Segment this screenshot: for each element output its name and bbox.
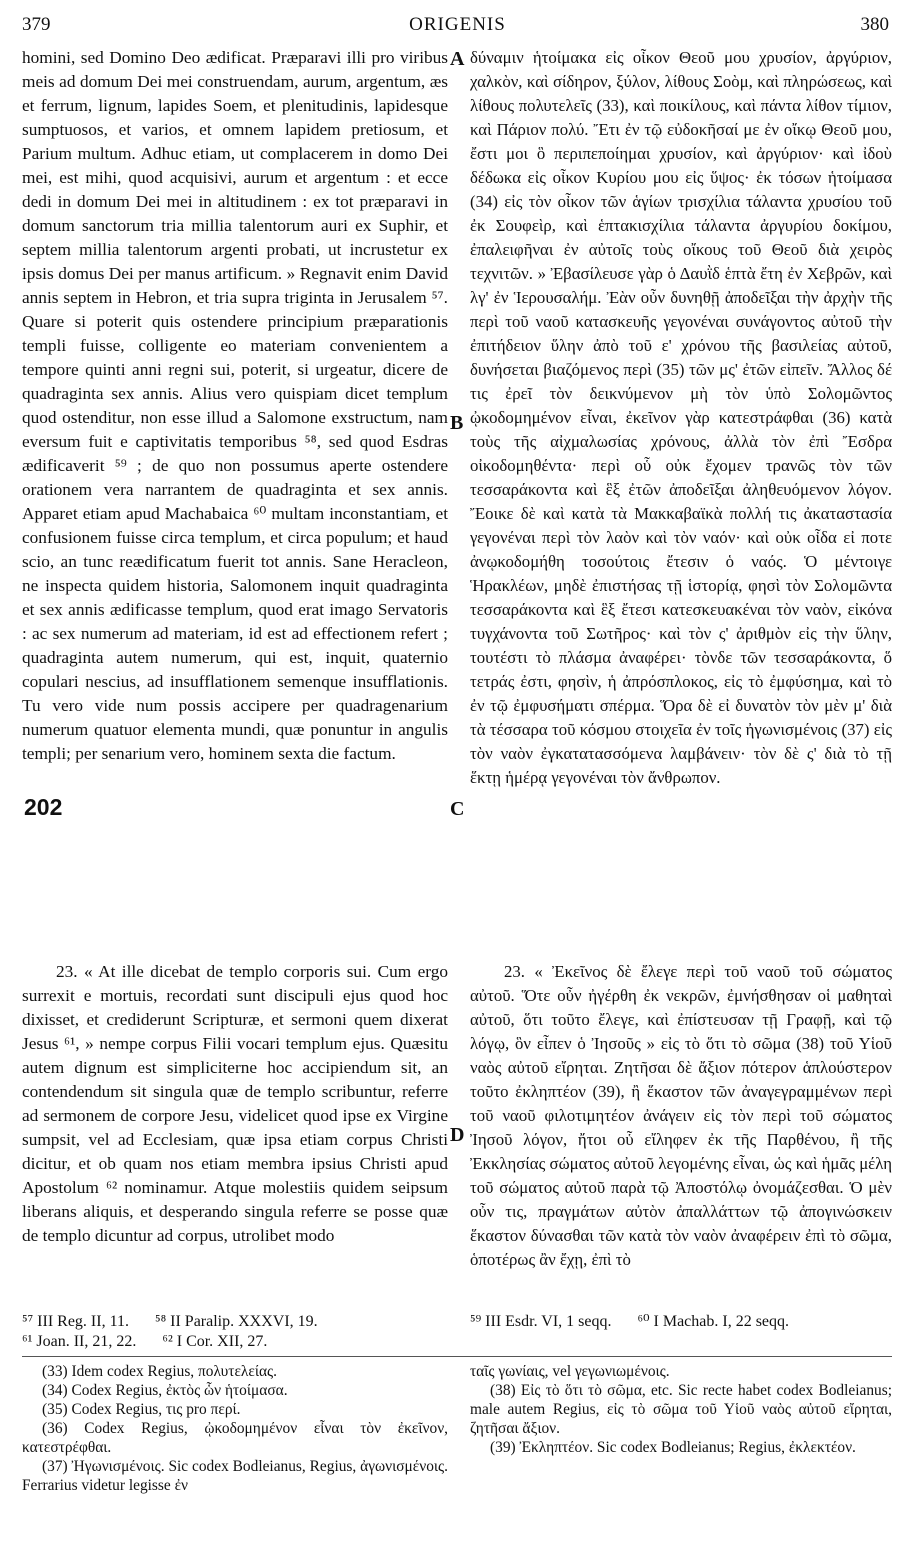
latin-section-23	[22, 960, 448, 1248]
latin-paragraph: homini, sed Domino Deo ædificat. Præparavi illi pro viribus meis ad domum Dei mei construendam, aurum, argentum, æs et ferrum, lignum, lapides Soem, et plenitudinis, lapidesque sumptuosos, et varios, et omnem lapidem pretiosum, et Parium multum. Adhuc etiam, ut complacerem in domo Dei mei, est mihi, quod acquisivi, aurum et argentum : et ecce dedi in domum Dei mei in altitudinem : ex tot præparavi in domum sanctorum tria millia talentorum auri ex Suphir, et septem millia talentorum argenti probati, ut incrustetur ex ipsis domus Dei per manus artificum. » Regnavit enim David annis septem in Hebron, et tria supra triginta in Jerusalem ⁵⁷. Quare si poterit quis ostendere principium præparationis templi fuisse, colligente eo materiam convenientem a tempore quinti anni regni sui, poterit, si urgeatur, dicere de quadraginta sex annis. Alius vero quispiam dicet templum quod ostenditur, non esse illud a Salomone exstructum, nam eversum fuit e captivitatis temporibus ⁵⁸, sed quod Esdras ædificaverit ⁵⁹ ; de quo non possumus aperte ostendere orationem vera narrantem de quadraginta et sex annis. Apparet etiam apud Machabaica ⁶⁰ multam inconstantiam, et confusionem fuisse circa templum, et circa populum; et haud scio, an tunc reædificatum fuerit tot annis. Sane Heracleon, ne inspecta quidem historia, Salomonem inquit quadraginta et sex annis ædificasse templum, quod erat imago Servatoris : ac sex numerum ad materiam, id est ad effectionem refert ; quadraginta autem numerum, qui est, inquit, quaternio copulari nescius, ad insufflationem semenque insufflationis. Tu vero vide num possis accipere per quadragenarium numerum quatuor elementa mundi, quæ ponuntur in angulis templi; per senarium vero, hominem sexta die factum.	[22, 48, 448, 763]
footnotes-left	[22, 1362, 448, 1495]
left-page-number: 379	[22, 14, 51, 35]
scripture-references-left	[22, 1312, 448, 1352]
latin-column-main	[22, 46, 448, 766]
latin-section-23-text: 23. « At ille dicebat de templo corporis sui. Cum ergo surrexit e mortuis, recordati sunt discipuli ejus quod hoc dixisset, et crediderunt Scripturæ, et sermoni quem dixerat Jesus ⁶¹, » nempe corpus Filii vocari templum ejus. Quæsitu autem dignum est simpliciterne hoc accipiendum sit, an contendendum sit singula quæ de templo scribuntur, referre ad sermonem de corpore Jesu, videlicet quod ipse ex Virgine sumpsit, vel ad Ecclesiam, quæ ipsa etiam corpus Christi dicitur, et ob quam nos etiam membra ipsius Christi apud Apostolum ⁶² nominamur. Atque molestiis quidem seipsum liberans aliquis, et desperando singula referre se posse quæ de templo dicuntur ad corpus, utrolibet modo	[22, 962, 448, 1245]
section-marker-c: C	[450, 798, 465, 820]
reference: ⁵⁹ III Esdr. VI, 1 seqq.	[470, 1313, 612, 1330]
greek-section-23-text: 23. « Ἐκεῖνος δὲ ἔλεγε περὶ τοῦ ναοῦ τοῦ σώματος αὐτοῦ. Ὅτε οὖν ἠγέρθη ἐκ νεκρῶν, ἐμνήσθησαν οἱ μαθηταὶ αὐτοῦ, ὅτι τοῦτο ἔλεγε, καὶ ἐπίστευσαν τῇ Γραφῇ, καὶ τῷ λόγῳ, ὃν εἶπεν ὁ Ἰησοῦς » εἰς τὸ ὅτι τὸ σῶμα (38) τοῦ Υἱοῦ ναὸς αὐτοῦ εἴρηται. Ζητῆσαι δὲ ἄξιον πότερον ἁπλούστερον τοῦτο ἐκληπτέον (39), ἢ ἕκαστον τῶν ἀναγεγραμμένων περὶ τοῦ ναοῦ φιλοτιμητέον ἀνάγειν εἰς τὸν περὶ τοῦ σώματος Ἰησοῦ λόγον, ἤτοι οὗ εἴληφεν ἐκ τῆς Παρθένου, ἢ τῆς Ἐκκλησίας σώματος αὐτοῦ λεγομένης εἶναι, ὡς καὶ ἡμᾶς μέλη τοῦ σώματος αὐτοῦ παρὰ τῷ Ἀποστόλῳ ὀνομάζεσθαι. Ὁ μὲν οὖν τις, πραγμάτων αὐτὸν ἀπαλλάττων τῷ ἀπογινώσκειν ἕκαστον δύνασθαι τῶν κατὰ τὸν ναὸν ἀναφέρειν ἐπὶ τὸ σῶμα, ὁποτέρως ἂν ἔχῃ, ἐπὶ τὸ	[470, 962, 892, 1269]
section-marker-b: B	[450, 412, 464, 434]
footnote: (36) Codex Regius, ᾠκοδομημένον εἶναι τὸν ἐκεῖνον, κατεστρέφθαι.	[22, 1420, 448, 1456]
scripture-references-right	[470, 1312, 892, 1332]
reference: ⁶⁰ I Machab. I, 22 seqq.	[637, 1313, 790, 1330]
reference: ⁶² I Cor. XII, 27.	[162, 1333, 268, 1350]
running-title: ORIGENIS	[409, 14, 506, 35]
footnote: (34) Codex Regius, ἐκτὸς ὧν ἡτοίμασα.	[42, 1382, 288, 1399]
section-marker-d: D	[450, 1124, 465, 1146]
reference: ⁵⁷ III Reg. II, 11.	[22, 1313, 129, 1330]
footnote: (35) Codex Regius, τις pro περί.	[42, 1401, 241, 1418]
footnote: (38) Εἰς τὸ ὅτι τὸ σῶμα, etc. Sic recte habet codex Bodleianus; male autem Regius, εἰς τὸ σῶμα τοῦ Υἱοῦ ναὸς αὐτοῦ εἴρηται, ζητῆσαι ἄξιον.	[470, 1382, 892, 1437]
right-page-number: 380	[860, 14, 889, 35]
greek-paragraph: δύναμιν ἡτοίμακα εἰς οἶκον Θεοῦ μου χρυσίον, ἀργύριον, χαλκὸν, καὶ σίδηρον, ξύλον, λίθους Σοὸμ, καὶ πληρώσεως, καὶ λίθους πολυτελεῖς (33), καὶ ποικίλους, καὶ πάντα λίθον τίμιον, καὶ Πάριον πολύ. Ἔτι ἐν τῷ εὐδοκῆσαί με ἐν οἴκῳ Θεοῦ μου, ἔστι μοι ὃ περιπεποίημαι χρυσίον, καὶ ἀργύριον· καὶ ἰδοὺ δέδωκα εἰς οἶκον Κυρίου μου εἰς ὕψος· ἐκ τόσων ἡτοίμασα (34) εἰς τὸν οἶκον τῶν ἁγίων τρισχίλια τάλαντα χρυσίου τοῦ ἐκ Σουφεὶρ, καὶ ἑπτακισχίλια τάλαντα ἀργυρίου δοκίμου, ἐπαλειφῆναι ἐν αὐτοῖς τοὺς οἴκους τοῦ Θεοῦ διὰ χειρὸς τεχνιτῶν. » Ἐβασίλευσε γὰρ ὁ Δαυῒδ ἑπτὰ ἔτη ἐν Χεβρῶν, καὶ λγ' ἐν Ἱερουσαλήμ. Ἐὰν οὖν δυνηθῇ ἀποδεῖξαι τὴν ἀρχὴν τῆς περὶ τοῦ ναοῦ κατασκευῆς γεγονέναι συνάγοντος αὐτοῦ τὴν ἐπιτήδειον ὕλην ἀπὸ τοῦ ε' χρόνου τῆς βασιλείας αὐτοῦ, δυνήσεται βιαζόμενος περὶ (35) τῶν μς' ἐτῶν εἰπεῖν. Ἄλλος δέ τις ἐρεῖ τὸν δεικνύμενον μὴ τὸν ὑπὸ Σολομῶντος ᾠκοδομημένον εἶναι, ἐκεῖνον γὰρ κατεστράφθαι (36) κατὰ τοὺς τῆς αἰχμαλωσίας χρόνους, ἀλλὰ τὸν ἐπὶ Ἔσδρα οἰκοδομηθέντα· περὶ οὗ οὐκ ἔχομεν τρανῶς τὸν τῶν τεσσαράκοντα καὶ ἓξ ἐτῶν ἀποδεῖξαι ἀληθευόμενον λόγον. Ἔοικε δὲ καὶ κατὰ τὰ Μακκαβαϊκὰ πολλή τις ἀκαταστασία γεγονέναι περὶ τὸν λαὸν καὶ τὸν ναόν· καὶ οὐκ οἶδα εἰ ποτε ἀνῳκοδομήθη τοσούτοις ἔτεσιν ὁ ναός. Ὁ μέντοιγε Ἡρακλέων, μηδὲ ἐπιστήσας τῇ ἱστορίᾳ, φησὶ τὸν Σολομῶντα τεσσαράκοντα καὶ ἓξ ἔτεσι κατεσκευακέναι τὸν ναὸν, εἰκόνα τυγχάνοντα τοῦ Σωτῆρος· καὶ τὸν ς' ἀριθμὸν εἰς τὴν ὕλην, τουτέστι τὸ πλάσμα ἀναφέρει· τὸνδε τῶν τεσσαράκοντα, ὅ τετράς ἐστι, φησὶν, ἡ ἀπρόσπλοκος, εἰς τὸ ἐμφύσημα, καὶ τὸ ἐν τῷ ἐμφυσήματι σπέρμα. Ὅρα δὲ εἰ δυνατὸν τὸν μὲν μ' διὰ τὰ τέσσαρα τοῦ κόσμου στοιχεῖα ἐν τοῖς ἠγωνισμένοις (37) εἰς τὸν ναὸν ἐγκατατασσόμενα λαμβάνειν· τὸν δὲ ς' διὰ τὸ τῇ ἕκτῃ ἡμέρᾳ γεγονέναι τὸν ἄνθρωπον.	[470, 48, 892, 787]
column-number: 202	[24, 794, 63, 820]
section-marker-a: A	[450, 48, 465, 70]
footnote: (37) Ἠγωνισμένοις. Sic codex Bodleianus, Regius, ἀγωνισμένοις. Ferrarius videtur legisse ἐν	[22, 1458, 448, 1494]
greek-section-23	[470, 960, 892, 1272]
footnote-divider	[22, 1356, 892, 1357]
greek-column-main	[470, 46, 892, 790]
footnotes-right	[470, 1362, 892, 1457]
reference: ⁵⁸ II Paralip. XXXVI, 19.	[154, 1313, 318, 1330]
footnote: (33) Idem codex Regius, πολυτελείας.	[42, 1363, 277, 1380]
footnote-continuation: ταῖς γωνίαις, vel γεγωνιωμένοις.	[470, 1363, 670, 1380]
reference: ⁶¹ Joan. II, 21, 22.	[22, 1333, 137, 1350]
footnote: (39) Ἐκληπτέον. Sic codex Bodleianus; Regius, ἐκλεκτέον.	[490, 1439, 856, 1456]
